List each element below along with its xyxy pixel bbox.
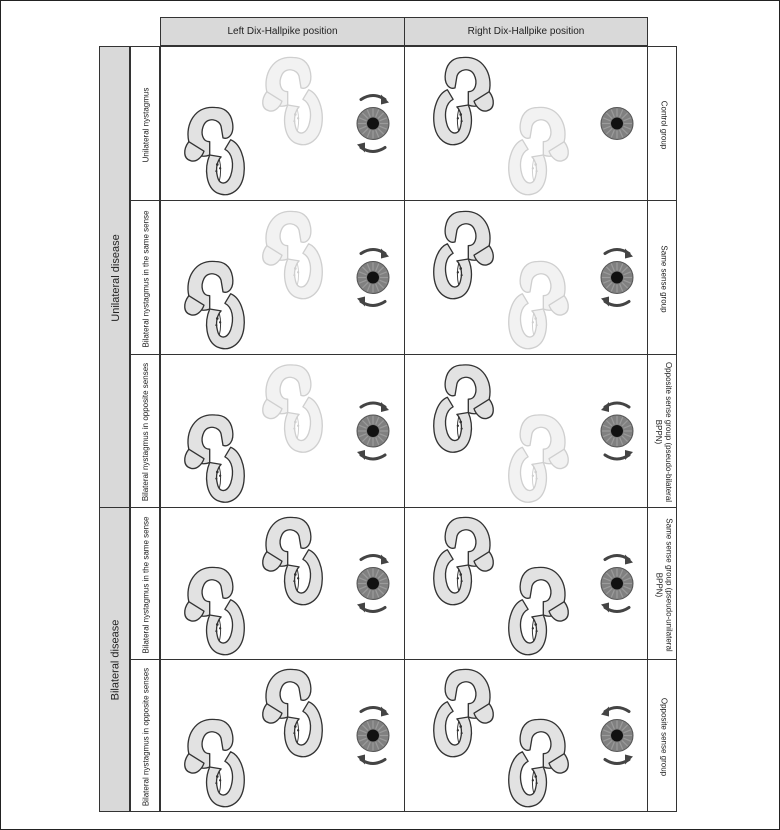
group-label-cell [647,200,677,355]
cell-left-dix-hallpike [160,507,405,660]
header-left-label: Left Dix-Hallpike position [227,26,338,37]
labyrinth-icon-far [509,415,569,502]
cell-right-dix-hallpike [404,200,648,355]
cell-right-dix-hallpike [404,354,648,508]
labyrinth-icon-far [509,719,569,806]
labyrinth-icon-near [185,719,245,806]
group-label: Same sense group [659,244,668,313]
eye-icon [357,415,389,447]
labyrinth-icon-far [509,107,569,194]
row-label: Bilateral nystagmus in the same sense [141,210,150,347]
eye-icon [601,108,633,140]
labyrinth-icon-far [263,517,323,604]
cell-right-dix-hallpike [404,659,648,812]
labyrinth-icon-far [263,669,323,756]
row-label-cell [130,46,160,201]
eye-icon [601,720,633,752]
row-label-cell [130,354,160,508]
eye-icon [357,108,389,140]
labyrinth-icon-near [434,365,494,452]
cell-right-dix-hallpike [404,507,648,660]
group-label: Opposite sense group [659,697,668,776]
labyrinth-icon-near [434,669,494,756]
row-label: Bilateral nystagmus in the same sense [141,516,150,653]
labyrinth-icon-near [185,107,245,194]
eye-icon [357,262,389,294]
cell-left-dix-hallpike [160,200,405,355]
row-label-cell [130,200,160,355]
labyrinth-icon-far [263,57,323,144]
labyrinth-icon-far [509,261,569,348]
group-unilateral-label: Unilateral disease [110,234,122,322]
group-label: Control group [659,100,668,149]
cell-left-dix-hallpike [160,46,405,201]
group-label-cell [647,507,677,660]
row-label: Bilateral nystagmus in opposite senses [141,667,150,806]
labyrinth-icon-far [509,567,569,654]
group-label: Same sense group (pseudo-unilateral BPPN) [654,517,673,652]
group-label-cell [647,354,677,508]
group-bilateral-disease [99,507,130,812]
group-label: Opposite sense group (pseudo-bilateral BPPN) [654,361,673,503]
row-label: Unilateral nystagmus [141,87,150,162]
header-left-dix-hallpike [160,17,405,46]
row-label-cell [130,659,160,812]
row-label-cell [130,507,160,660]
cell-left-dix-hallpike [160,659,405,812]
group-label-cell [647,46,677,201]
group-bilateral-label: Bilateral disease [109,619,122,701]
row-label: Bilateral nystagmus in opposite senses [141,362,150,502]
cell-left-dix-hallpike [160,354,405,508]
header-right-label: Right Dix-Hallpike position [467,26,585,37]
labyrinth-icon-far [263,365,323,452]
eye-icon [601,262,633,294]
labyrinth-icon-near [434,517,494,604]
eye-icon [357,720,389,752]
labyrinth-icon-near [434,57,494,144]
labyrinth-icon-near [434,211,494,298]
labyrinth-icon-near [185,261,245,348]
eye-icon [357,568,389,600]
group-unilateral-disease [99,46,130,508]
cell-right-dix-hallpike [404,46,648,201]
eye-icon [601,415,633,447]
labyrinth-icon-near [185,567,245,654]
eye-icon [601,568,633,600]
labyrinth-icon-far [263,211,323,298]
labyrinth-icon-near [185,415,245,502]
group-label-cell [647,659,677,812]
header-right-dix-hallpike [404,17,648,46]
